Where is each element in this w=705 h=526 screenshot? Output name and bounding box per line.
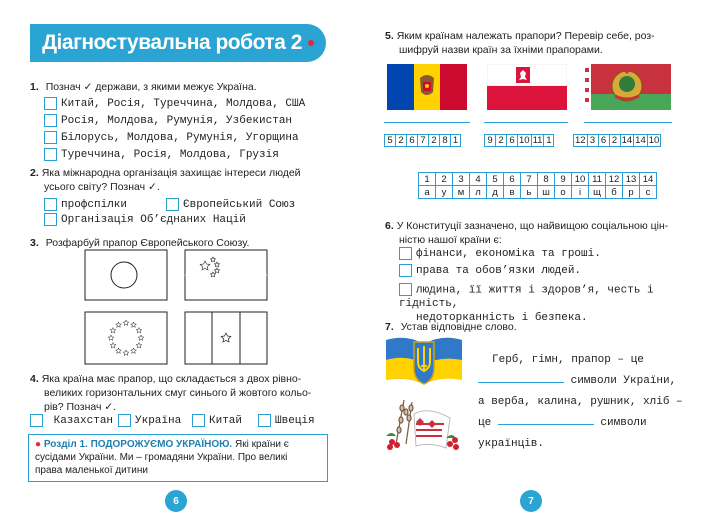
question-7 (385, 320, 517, 334)
key-number-cell: 1 (419, 173, 436, 186)
q1-option-1[interactable] (44, 96, 305, 113)
checkbox[interactable] (258, 414, 271, 427)
q1-option-4[interactable] (44, 147, 305, 164)
checkbox[interactable] (399, 264, 412, 277)
flag-outline-circle[interactable] (85, 250, 167, 300)
key-letter-cell: с (640, 186, 657, 199)
question-5-number: 5. (385, 30, 394, 42)
section-text-1: Які країни є (232, 439, 289, 450)
question-4-text-1: Яка країна має прапор, що складається з двох рівно- (41, 373, 302, 385)
checkbox[interactable] (399, 283, 412, 296)
checkbox[interactable] (44, 97, 57, 110)
fill-line-2: символи України, (570, 375, 677, 387)
fill-line-4b: символи (600, 417, 647, 429)
question-4-number: 4. (30, 373, 39, 385)
section-text-2: сусідами України. Ми – громадяни України. Про великі (35, 452, 288, 463)
checkbox[interactable] (44, 148, 57, 161)
option-label: Туреччина, Росія, Молдова, Грузія (61, 149, 279, 161)
key-letter-cell: л (470, 186, 487, 199)
key-letter-cell: а (419, 186, 436, 199)
question-6 (385, 219, 685, 247)
question-7-number: 7. (385, 321, 394, 333)
page-title (30, 24, 326, 62)
flag-outlines (84, 248, 270, 366)
code-cell: 3 (587, 134, 598, 147)
code-cell: 7 (417, 134, 428, 147)
key-number-cell: 11 (589, 173, 606, 186)
question-6-number: 6. (385, 220, 394, 232)
option-label: Швеція (275, 415, 315, 427)
question-7-text: Устав відповідне слово. (400, 321, 517, 333)
code-cells-1 (384, 134, 461, 147)
flag-outline-eu[interactable] (85, 312, 167, 364)
q6-option-1[interactable] (399, 246, 705, 263)
code-cell: 12 (575, 135, 586, 146)
flag-outline-vertical[interactable] (185, 312, 267, 364)
key-number-cell: 6 (504, 173, 521, 186)
question-5 (385, 29, 685, 57)
flag-poland (487, 64, 567, 110)
checkbox[interactable] (192, 414, 205, 427)
key-letter-cell: р (623, 186, 640, 199)
option-label: профспілки (61, 199, 128, 211)
option-label: Білорусь, Молдова, Румунія, Угорщина (61, 132, 299, 144)
question-6-options (399, 246, 705, 325)
key-number-cell: 8 (538, 173, 555, 186)
blank-2[interactable] (498, 424, 594, 425)
question-5-text-2: шифруй назви країн за їхніми прапорами. (399, 44, 603, 56)
checkbox[interactable] (44, 213, 57, 226)
question-2-text-2: усього світу? Познач ✓. (44, 181, 160, 193)
q4-option-2[interactable] (118, 413, 181, 430)
page-number-right: 7 (520, 490, 542, 512)
code-cell: 8 (439, 134, 450, 147)
code-cell: 5 (384, 134, 395, 147)
cipher-key-letters (419, 186, 657, 199)
key-letter-cell: в (504, 186, 521, 199)
key-number-cell: 12 (606, 173, 623, 186)
q4-option-1[interactable] (30, 413, 113, 430)
cipher-key-table (418, 172, 657, 199)
code-cell: 1 (450, 134, 461, 147)
key-number-cell: 13 (623, 173, 640, 186)
ukraine-symbols-illustration (386, 336, 462, 392)
option-label: Казахстан (53, 415, 114, 427)
question-2 (30, 166, 330, 194)
option-label-continued: недоторканність і безпека. (416, 312, 588, 325)
option-label: Європейський Союз (183, 199, 296, 211)
code-cell: 6 (598, 134, 609, 147)
checkbox[interactable] (399, 247, 412, 260)
code-cell: 10 (519, 135, 530, 146)
question-2-number: 2. (30, 167, 39, 179)
flag-moldova (387, 64, 467, 110)
key-number-cell: 3 (453, 173, 470, 186)
option-label: Україна (135, 415, 182, 427)
code-cell: 6 (406, 134, 417, 147)
blank-1[interactable] (478, 382, 564, 383)
question-6-text-1: У Конституції зазначено, що найвищою соціальною цін- (396, 220, 669, 232)
checkbox[interactable] (118, 414, 131, 427)
option-label: Росія, Молдова, Румунія, Узбекистан (61, 115, 293, 127)
key-letter-cell: щ (589, 186, 606, 199)
question-1 (30, 80, 330, 94)
answer-line-3[interactable] (584, 122, 672, 123)
page-title-text: Діагностувальна робота 2 (42, 31, 302, 54)
question-1-number: 1. (30, 81, 39, 93)
key-number-cell: 14 (640, 173, 657, 186)
question-3-text: Розфарбуй прапор Європейського Союзу. (45, 237, 250, 249)
question-2-text-1: Яка міжнародна організація захищає інтереси людей (41, 167, 301, 179)
option-label: права та обов’язки людей. (416, 265, 582, 277)
key-number-cell: 2 (436, 173, 453, 186)
flag-belarus (583, 64, 671, 110)
trident-icon (414, 342, 434, 384)
checkbox[interactable] (44, 131, 57, 144)
option-label: Китай, Росія, Туреччина, Молдова, США (61, 98, 306, 110)
fill-line-3: а верба, калина, рушник, хліб – (478, 396, 683, 408)
code-cell: 2 (609, 134, 620, 147)
option-label: людина, її життя і здоров’я, честь і гідність, (399, 284, 654, 311)
code-cell: 2 (428, 134, 439, 147)
key-letter-cell: б (606, 186, 623, 199)
key-number-cell: 5 (487, 173, 504, 186)
question-4-text-2: великих горизонтальних смуг синього й жовтого кольо- (44, 387, 312, 399)
question-1-options (44, 96, 305, 164)
cipher-key-numbers (419, 173, 657, 186)
page-number-left: 6 (165, 490, 187, 512)
question-4-text-3: рів? Познач ✓. (44, 401, 117, 413)
flag-outline-stars-canton[interactable] (185, 250, 267, 300)
code-cell: 9 (484, 134, 495, 147)
q1-option-2[interactable] (44, 113, 305, 130)
q2-option-3[interactable] (44, 212, 246, 229)
q6-option-3[interactable] (399, 283, 705, 311)
key-number-cell: 10 (572, 173, 589, 186)
polish-eagle-icon (516, 67, 530, 83)
key-letter-cell: м (453, 186, 470, 199)
code-cell: 11 (532, 135, 543, 146)
code-cells-3 (573, 134, 661, 147)
fill-line-1: Герб, гімн, прапор – це (492, 354, 644, 366)
key-number-cell: 7 (521, 173, 538, 186)
fill-in-text (478, 350, 688, 455)
code-cell: 1 (543, 134, 554, 147)
option-label: фінанси, економіка та гроші. (416, 248, 601, 260)
q4-option-3[interactable] (192, 413, 242, 430)
key-letter-cell: і (572, 186, 589, 199)
moldova-coat-of-arms-icon (420, 75, 434, 95)
key-letter-cell: д (487, 186, 504, 199)
question-6-text-2: ністю нашої країни є: (399, 234, 502, 246)
willow-branch-icon (396, 400, 413, 444)
q6-option-2[interactable] (399, 263, 705, 280)
key-number-cell: 4 (470, 173, 487, 186)
q4-option-4[interactable] (258, 413, 315, 430)
fill-line-5: українців. (478, 438, 545, 450)
code-cells-2 (484, 134, 554, 147)
folk-symbols-illustration (384, 394, 464, 452)
key-number-cell: 9 (555, 173, 572, 186)
code-cell: 10 (648, 135, 660, 146)
code-cell: 6 (506, 134, 517, 147)
key-letter-cell: ш (538, 186, 555, 199)
code-cell: 14 (621, 135, 633, 146)
question-1-text: Познач ✓ держави, з якими межує Україна. (45, 81, 257, 93)
code-cell: 2 (495, 134, 506, 147)
key-letter-cell: о (555, 186, 572, 199)
title-dot (308, 40, 314, 46)
key-letter-cell: у (436, 186, 453, 199)
bullet-icon: ● (35, 439, 44, 450)
q1-option-3[interactable] (44, 130, 305, 147)
fill-line-4a: це (478, 417, 492, 429)
option-label: Китай (209, 415, 243, 427)
checkbox[interactable] (44, 198, 57, 211)
section-text-3: права маленької дитини (35, 465, 148, 476)
question-3-number: 3. (30, 237, 39, 249)
question-4 (30, 372, 330, 414)
option-label: Організація Об’єднаних Націй (61, 214, 246, 226)
question-5-text-1: Яким країнам належать прапори? Перевір себе, роз- (396, 30, 655, 42)
key-letter-cell: ь (521, 186, 538, 199)
answer-line-2[interactable] (484, 122, 568, 123)
code-cell: 14 (635, 135, 646, 146)
section-reference-box (28, 434, 328, 482)
section-heading: Розділ 1. ПОДОРОЖУЄМО УКРАЇНОЮ. (43, 439, 233, 450)
answer-line-1[interactable] (384, 122, 470, 123)
checkbox[interactable] (166, 198, 179, 211)
checkbox[interactable] (44, 114, 57, 127)
embroidered-towel-icon (414, 411, 450, 448)
checkbox[interactable] (30, 414, 43, 427)
code-cell: 2 (395, 134, 406, 147)
